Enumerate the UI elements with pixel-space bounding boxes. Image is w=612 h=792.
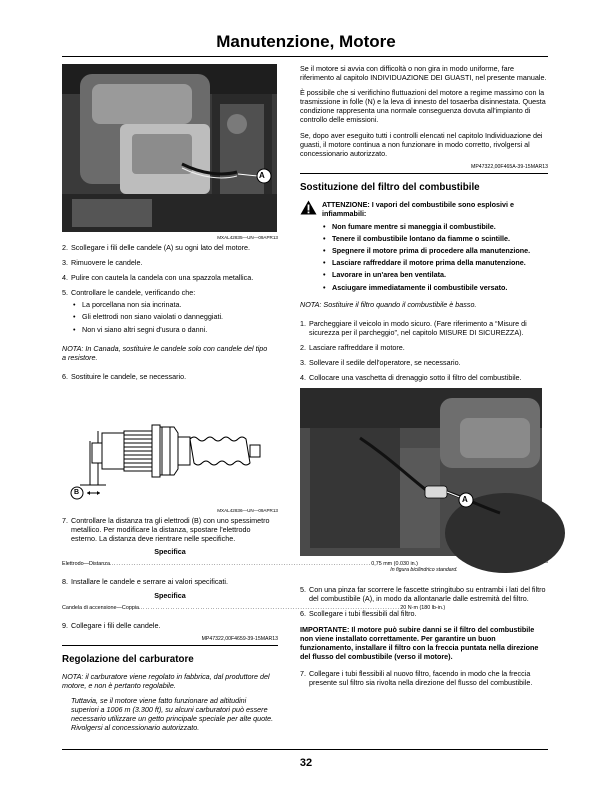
warning-item: • Asciugare immediatamente il combustibile versato. — [323, 282, 508, 292]
check-item: • La porcellana non sia incrinata. — [73, 300, 182, 310]
paragraph: È possibile che si verifichino fluttuazioni del motore a regime massimo con la trasmissione in folle (N) e la leva di innesto del tosaerba disinnestata. Questa condizione rappresenta una normale conseguenza dovuta all'impianto di controllo delle emissioni. — [300, 88, 546, 125]
step-item: 5. Con una pinza far scorrere le fascette stringitubo su entrambi i lati del filtro del combustibile (A), in modo da allontanarle dalle estremità del filtro. — [300, 585, 546, 604]
step-item: 2. Lasciare raffreddare il motore. — [300, 342, 405, 352]
step-item: 8. Installare le candele e serrare ai valori specificati. — [62, 577, 229, 587]
step-item: 4. Pulire con cautela la candela con una spazzola metallica. — [62, 273, 254, 283]
image-note: In figura bicilindrico standard. — [390, 567, 458, 574]
spark-plug-illustration — [62, 387, 277, 505]
spark-plug-diagram — [62, 387, 277, 505]
fuel-filter-photo — [300, 388, 542, 556]
bullet-icon: • — [323, 258, 326, 268]
section-heading: Regolazione del carburatore — [62, 653, 194, 665]
warning-text: ATTENZIONE: I vapori del combustibile sono esplosivi e infiammabili: — [322, 199, 514, 218]
reference-code: MP47322,00F4659-39-15MAR13 — [201, 635, 278, 642]
check-item: • Non vi siano altri segni d'usura o danni. — [73, 324, 208, 334]
header-rule — [62, 56, 548, 57]
carb-note: NOTA: il carburatore viene regolato in fabbrica, dal produttore del motore, e non è pertanto regolabile. — [62, 671, 270, 690]
image-caption: MXAL42835—UN—09APR13 — [217, 235, 278, 240]
step-item: 6. Scollegare i tubi flessibili dal filtro. — [300, 609, 417, 619]
spec-heading: Specifica — [154, 547, 186, 557]
paragraph: Se, dopo aver eseguito tutti i controlli elencati nel capitolo Individuazione dei guasti, il motore continua a non funzionare in modo corretto, rivolgersi al concessionario autorizzato. — [300, 130, 543, 158]
bullet-icon: • — [323, 282, 326, 292]
bullet-icon: • — [323, 246, 326, 256]
step-item: 6. Sostituire le candele, se necessario. — [62, 371, 187, 381]
step-item: 3. Rimuovere le candele. — [62, 258, 143, 268]
warning-icon — [300, 200, 317, 215]
step-item: 3. Sollevare il sedile dell'operatore, se necessario. — [300, 357, 461, 367]
dot-leader: ........................................................................................................ — [140, 604, 401, 611]
step-item: 2. Scollegare i fili delle candele (A) su ogni lato del motore. — [62, 243, 250, 252]
carb-note-2: Tuttavia, se il motore viene fatto funzionare ad altitudini superiori a 1006 m (3.300 ft), su alcuni carburatori può essere necessario utilizzare un getto principale speciale per alte quote. Rivolgersi al concessionario autorizzato. — [71, 695, 274, 733]
bullet-icon: • — [73, 312, 76, 322]
bullet-icon: • — [323, 234, 326, 244]
engine-illustration — [62, 64, 277, 232]
warning-item: • Spegnere il motore prima di procedere alla manutenzione. — [323, 246, 531, 256]
warning-block — [300, 200, 548, 292]
section-divider — [300, 173, 548, 174]
step-item: 9. Collegare i fili delle candele. — [62, 620, 161, 630]
engine-photo — [62, 64, 277, 232]
spec-row: Elettrodo—Distanza. ........................................................................................................ 0,75 mm (0.030 in.) — [62, 560, 278, 569]
image-caption: MXAL42836—UN—09APR13 — [217, 507, 278, 513]
callout-a: A — [462, 495, 468, 505]
step-item: 4. Collocare una vaschetta di drenaggio sotto il filtro del combustibile. — [300, 373, 522, 383]
callout-a: A — [259, 171, 265, 180]
warning-item: • Lavorare in un'area ben ventilata. — [323, 270, 446, 280]
important-notice: IMPORTANTE: Il motore può subire danni se il filtro del combustibile non viene installato correttamente. Per garantire un buon funzionamento, installare il filtro con la freccia puntata nella direzione del flusso del combustibile (verso il motore). — [300, 624, 539, 661]
bullet-icon: • — [323, 222, 326, 232]
warning-item: • Tenere il combustibile lontano da fiamme o scintille. — [323, 234, 510, 244]
bullet-icon: • — [73, 324, 76, 334]
bullet-icon: • — [73, 300, 76, 310]
page-number: 32 — [299, 757, 313, 769]
bullet-icon: • — [323, 270, 326, 280]
page-title: Manutenzione, Motore — [216, 32, 396, 51]
check-list — [62, 300, 278, 333]
section-divider — [62, 645, 278, 646]
spec-row: Candela di accensione—Coppia. ........................................................................................................ 20 N·m (180 lb-in.) — [62, 604, 278, 613]
spec-heading: Specifica — [154, 590, 186, 600]
step-item: 1. Parcheggiare il veicolo in modo sicuro. (Fare riferimento a “Misure di sicurezza per il parcheggio”, nel capitolo MISURE DI SICUREZZA). — [300, 318, 527, 337]
callout-b: B — [74, 488, 80, 496]
reference-code: MP47322,00F465A-39-15MAR13 — [471, 163, 548, 170]
step-item: 7. Controllare la distanza tra gli elettrodi (B) con uno spessimetro metallico. Per modificare la distanza, spostare l'elettrodo esterno. La distanza deve rientrare nelle specifiche. — [62, 515, 270, 544]
right-column — [300, 64, 548, 693]
step-item: 7. Collegare i tubi flessibili al nuovo filtro, facendo in modo che la freccia presente sul filtro sia rivolta nella direzione del flusso del combustibile. — [300, 668, 533, 687]
check-item: • Gli elettrodi non siano vaiolati o danneggiati. — [73, 312, 224, 322]
dot-leader: ........................................................................................................ — [111, 561, 372, 568]
warning-item: • Lasciare raffreddare il motore prima della manutenzione. — [323, 258, 526, 268]
footer-rule — [62, 749, 548, 750]
step-item: 5. Controllare le candele, verificando che: — [62, 288, 196, 298]
section-heading: Sostituzione del filtro del combustibile — [300, 181, 480, 193]
paragraph: Se il motore si avvia con difficoltà o non gira in modo uniforme, fare riferimento al capitolo INDIVIDUAZIONE DEI GUASTI, nel presente manuale. — [300, 64, 547, 83]
note-canada: NOTA: In Canada, sostituire le candele solo con candele del tipo a resistore. — [62, 343, 268, 362]
note-filter: NOTA: Sostituire il filtro quando il combustibile è basso. — [300, 299, 477, 309]
fuel-filter-illustration — [300, 388, 542, 556]
warning-item: • Non fumare mentre si maneggia il combustibile. — [323, 222, 496, 232]
